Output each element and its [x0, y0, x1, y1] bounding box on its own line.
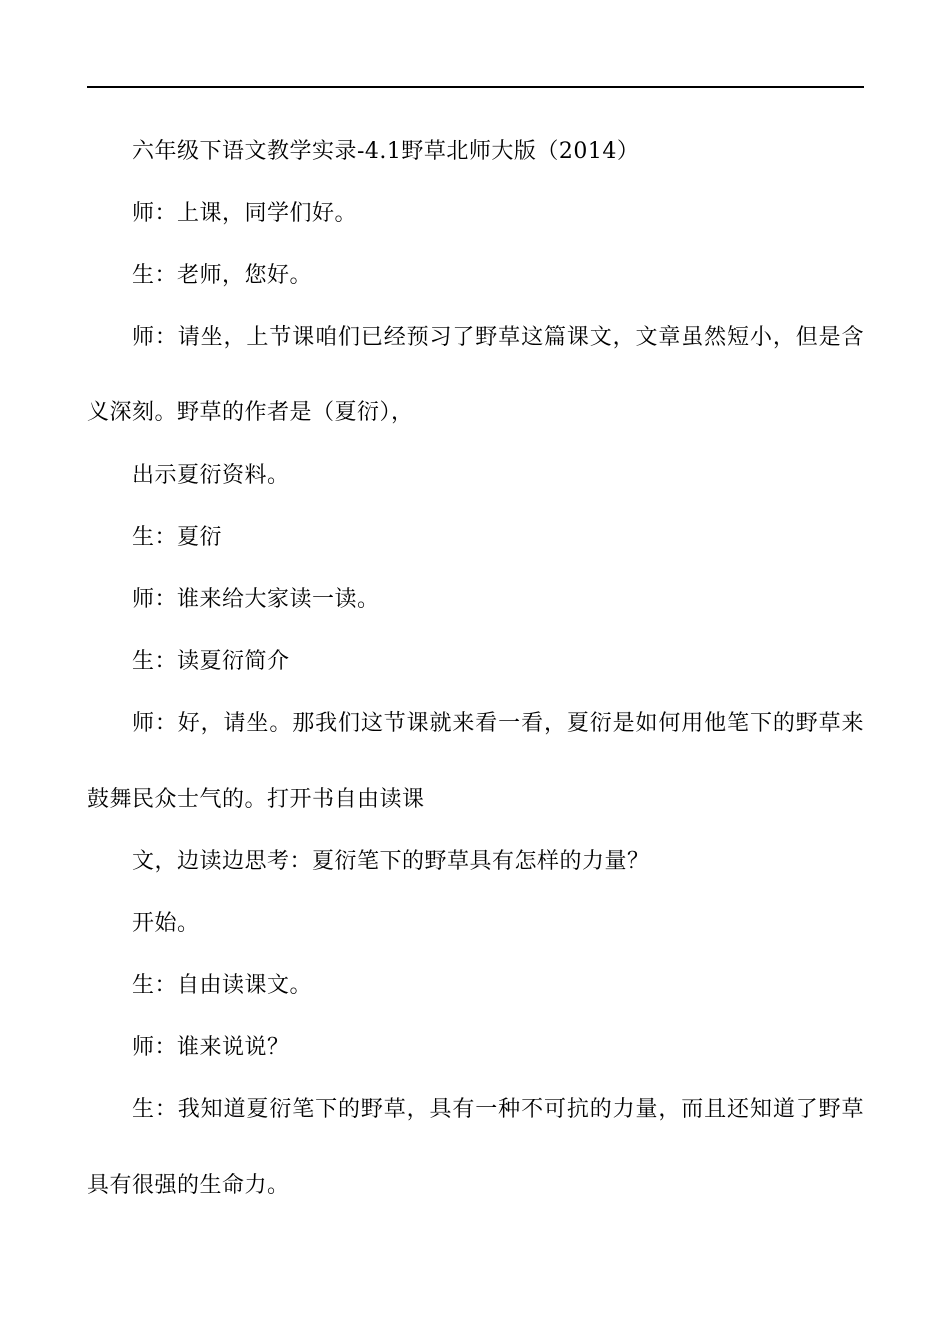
dialogue-line-continuation: 具有很强的生命力。 — [87, 1173, 290, 1198]
dialogue-line: 师：上课，同学们好。 — [132, 201, 358, 226]
dialogue-line-continuation: 义深刻。野草的作者是（夏衍）， — [87, 400, 414, 425]
dialogue-line: 师：请坐，上节课咱们已经预习了野草这篇课文，文章虽然短小，但是含 — [132, 325, 864, 350]
dialogue-line-continuation: 鼓舞民众士气的。打开书自由读课 — [87, 787, 425, 812]
dialogue-line: 文，边读边思考：夏衍笔下的野草具有怎样的力量？ — [132, 849, 650, 874]
dialogue-line: 生：读夏衍简介 — [132, 649, 290, 674]
dialogue-line: 师：谁来说说？ — [132, 1035, 290, 1060]
dialogue-line: 开始。 — [132, 911, 200, 936]
dialogue-line: 出示夏衍资料。 — [132, 463, 290, 488]
dialogue-line: 生：自由读课文。 — [132, 973, 313, 998]
dialogue-line: 师：谁来给大家读一读。 — [132, 587, 380, 612]
document-title: 六年级下语文教学实录-4.1野草北师大版（2014） — [132, 139, 640, 164]
dialogue-line: 生：夏衍 — [132, 525, 223, 550]
dialogue-line: 生：老师，您好。 — [132, 263, 313, 288]
dialogue-line: 生：我知道夏衍笔下的野草，具有一种不可抗的力量，而且还知道了野草 — [132, 1097, 864, 1122]
header-rule — [87, 86, 864, 88]
dialogue-line: 师：好，请坐。那我们这节课就来看一看，夏衍是如何用他笔下的野草来 — [132, 711, 864, 736]
